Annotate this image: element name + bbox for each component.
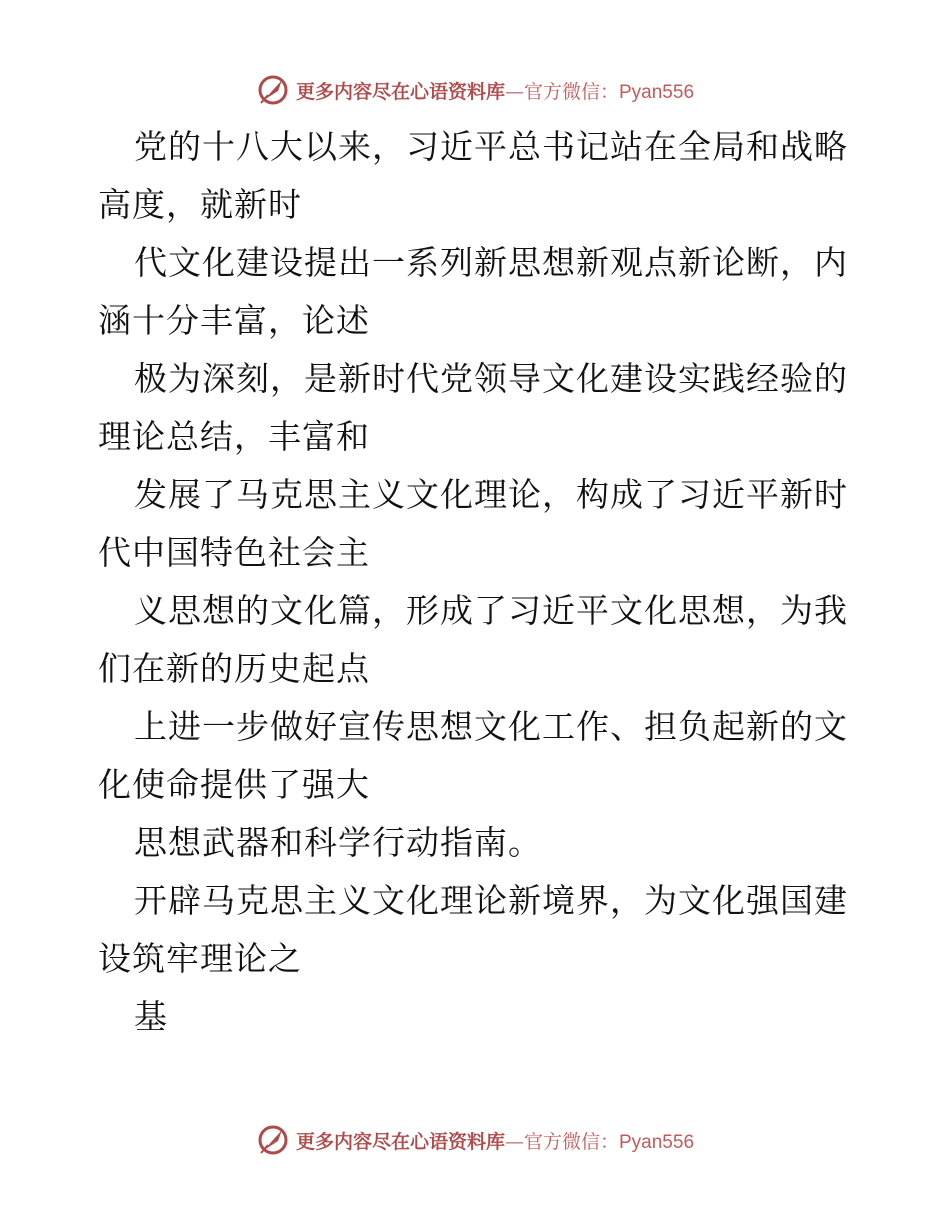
banner-main-text: 更多内容尽在心语资料库	[295, 1130, 505, 1153]
body-line: 涵十分丰富，论述	[98, 301, 370, 340]
body-line: 义思想的文化篇，形成了习近平文化思想，为我	[134, 591, 848, 630]
banner-dash: —	[504, 80, 524, 103]
banner-contact-id: Pyan556	[619, 81, 695, 103]
banner-dash: —	[504, 1130, 524, 1153]
document-body	[98, 118, 858, 1046]
header-banner	[0, 70, 950, 110]
body-line: 上进一步做好宣传思想文化工作、担负起新的文	[134, 707, 848, 746]
quill-circle-logo-icon	[256, 1123, 290, 1157]
banner-contact-label: 官方微信：	[523, 1130, 619, 1153]
quill-circle-logo-icon	[256, 73, 290, 107]
body-line: 党的十八大以来，习近平总书记站在全局和战略	[134, 127, 848, 166]
body-line: 设筑牢理论之	[98, 939, 302, 978]
body-line: 代文化建设提出一系列新思想新观点新论断，内	[134, 243, 848, 282]
banner-contact-id: Pyan556	[619, 1131, 695, 1153]
body-line: 们在新的历史起点	[98, 649, 370, 688]
body-line: 思想武器和科学行动指南。	[134, 823, 542, 862]
body-line: 高度，就新时	[98, 185, 302, 224]
body-line: 极为深刻，是新时代党领导文化建设实践经验的	[134, 359, 848, 398]
body-line: 发展了马克思主义文化理论，构成了习近平新时	[134, 475, 848, 514]
body-line: 开辟马克思主义文化理论新境界，为文化强国建	[134, 881, 848, 920]
body-line: 基	[134, 997, 168, 1036]
banner-main-text: 更多内容尽在心语资料库	[295, 80, 505, 103]
body-line: 化使命提供了强大	[98, 765, 370, 804]
body-line: 代中国特色社会主	[98, 533, 370, 572]
body-line: 理论总结，丰富和	[98, 417, 370, 456]
banner-contact-label: 官方微信：	[523, 80, 619, 103]
footer-banner	[0, 1120, 950, 1160]
